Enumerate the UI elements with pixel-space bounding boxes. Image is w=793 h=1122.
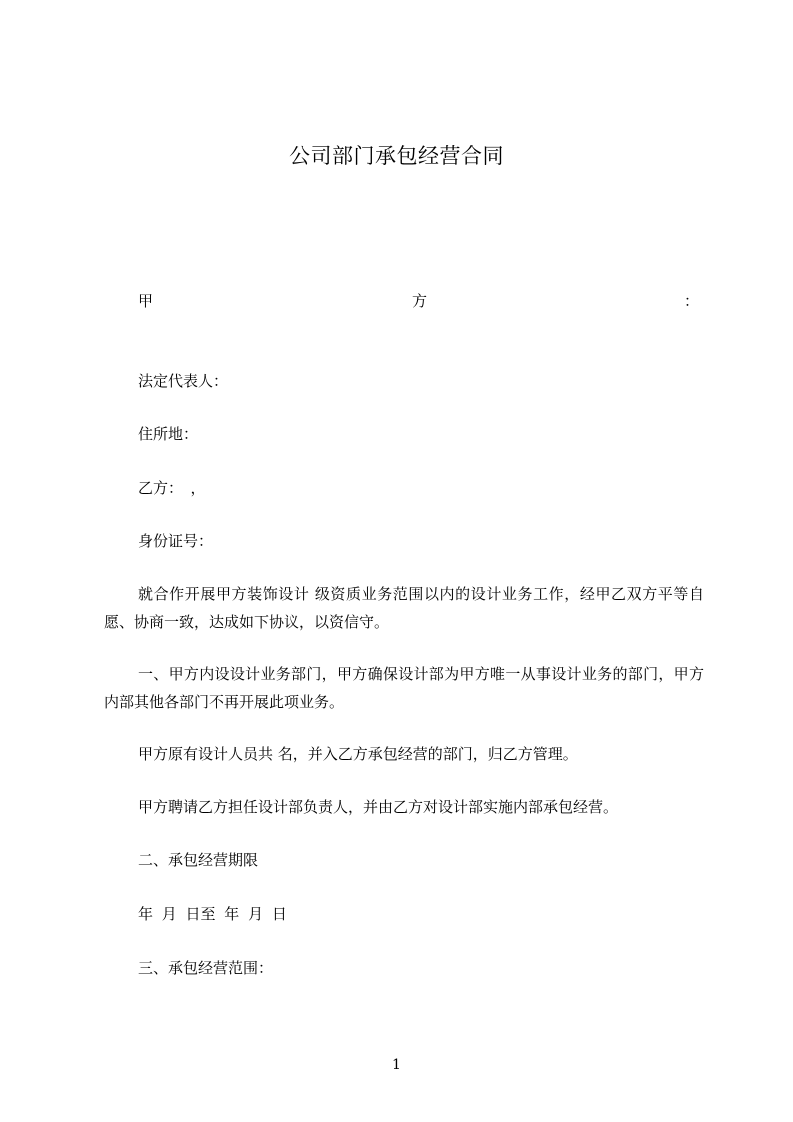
- staff-line: 甲方原有设计人员共 名，并入乙方承包经营的部门，归乙方管理。: [138, 745, 578, 763]
- party-a-row: [138, 288, 700, 314]
- intro-paragraph: 就合作开展甲方装饰设计 级资质业务范围以内的设计业务工作，经甲乙双方平等自愿、协商一致，达成如下协议，以资信守。: [104, 585, 704, 631]
- clause-one-paragraph: 一、甲方内设设计业务部门，甲方确保设计部为甲方唯一从事设计业务的部门，甲方内部其他各部门不再开展此项业务。: [104, 665, 704, 711]
- document-title: 公司部门承包经营合同: [289, 144, 504, 168]
- address-line: 住所地：: [138, 425, 199, 443]
- clause-two-heading: 二、承包经营期限: [138, 851, 259, 869]
- party-a-label-char1: 甲: [138, 292, 154, 310]
- party-a-label-char2: 方: [412, 292, 428, 310]
- id-number-line: 身份证号：: [138, 532, 214, 550]
- party-b-line: 乙方： ，: [138, 479, 206, 497]
- clause-three-heading: 三、承包经营范围：: [138, 959, 274, 977]
- legal-representative-line: 法定代表人：: [138, 372, 229, 390]
- party-a-colon: ：: [684, 292, 700, 310]
- term-dates-line: 年 月 日至 年 月 日: [138, 905, 287, 923]
- hire-line: 甲方聘请乙方担任设计部负责人，并由乙方对设计部实施内部承包经营。: [138, 798, 619, 816]
- page-number: 1: [392, 1057, 401, 1073]
